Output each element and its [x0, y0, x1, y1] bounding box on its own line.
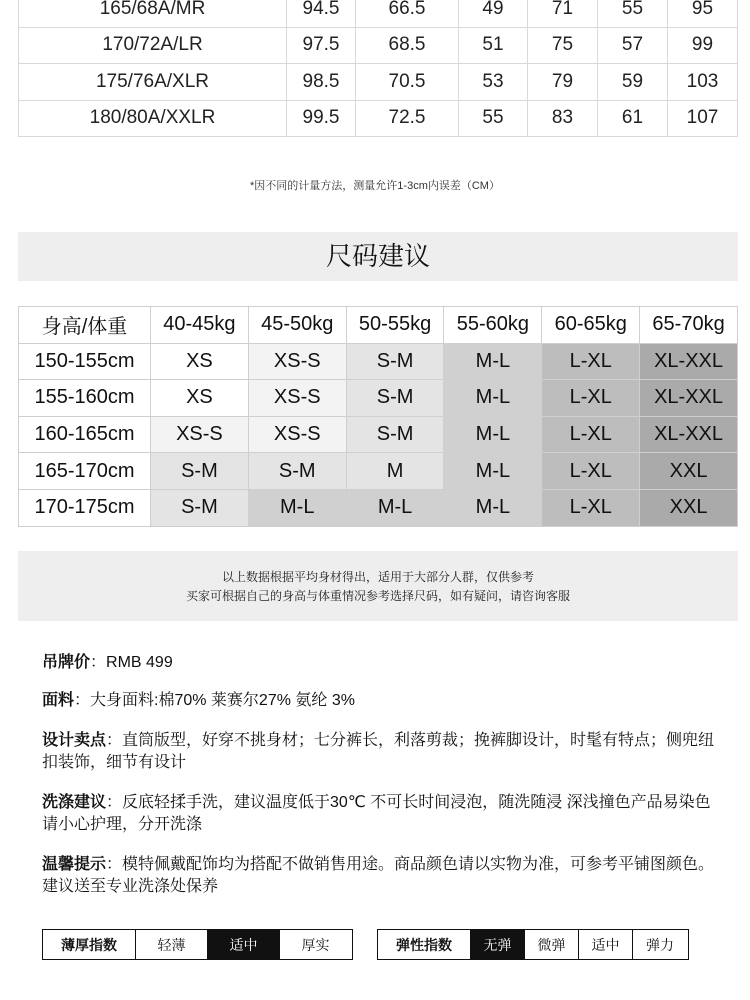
measurement-cell: 98.5 [287, 64, 356, 101]
size-row [19, 380, 738, 417]
header-weight-range: 50-55kg [346, 307, 444, 344]
size-cell: M-L [346, 489, 444, 526]
size-row [19, 343, 738, 380]
size-row [19, 416, 738, 453]
fabric-label: 面料 [42, 692, 75, 709]
size-cell: M-L [248, 489, 346, 526]
height-range-cell: 165-170cm [19, 453, 151, 490]
size-cell: S-M [346, 343, 444, 380]
wash-label: 洗涤建议 [42, 794, 107, 811]
measurement-cell: 79 [528, 64, 598, 101]
size-cell: XL-XXL [640, 380, 738, 417]
size-cell: M-L [444, 343, 542, 380]
measurement-cell: 103 [668, 64, 738, 101]
disclaimer-line-1: 以上数据根据平均身材得出，适用于大部分人群，仅供参考 [221, 570, 534, 584]
wash-value: ：反底轻揉手洗，建议温度低于30℃ 不可长时间浸泡，随洗随浸 深浅撞色产品易染色 请小心护理，分开洗涤 [42, 794, 711, 833]
measurement-cell: 55 [598, 0, 668, 27]
measurement-cell: 57 [598, 27, 668, 64]
header-weight-range: 45-50kg [248, 307, 346, 344]
size-cell: L-XL [542, 453, 640, 490]
price-info [42, 652, 722, 674]
size-cell: S-M [151, 453, 249, 490]
disclaimer-box [18, 551, 738, 621]
size-cell: XS-S [248, 416, 346, 453]
measurement-cell: 99 [668, 27, 738, 64]
size-cell: XS-S [248, 380, 346, 417]
measurement-cell: 59 [598, 64, 668, 101]
measurement-cell: 51 [459, 27, 528, 64]
elasticity_index-option: 适中 [578, 930, 632, 959]
measurement-cell: 66.5 [356, 0, 459, 27]
measurement-table [18, 0, 738, 137]
header-height-weight: 身高/体重 [19, 307, 151, 344]
size-cell: M-L [444, 489, 542, 526]
header-weight-range: 60-65kg [542, 307, 640, 344]
size-row [19, 489, 738, 526]
size-cell: XXL [640, 453, 738, 490]
height-range-cell: 160-165cm [19, 416, 151, 453]
size-cell: L-XL [542, 489, 640, 526]
size-cell: S-M [248, 453, 346, 490]
measurement-cell: 94.5 [287, 0, 356, 27]
measurement-cell: 61 [598, 100, 668, 137]
size-label-cell: 180/80A/XXLR [19, 100, 287, 137]
price-label: 吊牌价 [42, 654, 91, 671]
measurement-cell: 53 [459, 64, 528, 101]
wash-info [42, 792, 722, 836]
size-label-cell: 175/76A/XLR [19, 64, 287, 101]
thickness-index-bar [42, 929, 353, 960]
elasticity_index-option: 微弹 [524, 930, 578, 959]
measurement-cell: 107 [668, 100, 738, 137]
design-value: ：直筒版型，好穿不挑身材；七分裤长，利落剪裁；挽裤脚设计，时髦有特点；侧兜纽扣装饰，细节有设计 [42, 732, 715, 771]
height-range-cell: 155-160cm [19, 380, 151, 417]
header-weight-range: 40-45kg [151, 307, 249, 344]
design-label: 设计卖点 [42, 732, 107, 749]
measurement-row [19, 100, 738, 137]
measurement-cell: 55 [459, 100, 528, 137]
size-cell: XXL [640, 489, 738, 526]
size-cell: M-L [444, 416, 542, 453]
measurement-cell: 49 [459, 0, 528, 27]
size-recommendation-table [18, 306, 738, 527]
height-range-cell: 170-175cm [19, 489, 151, 526]
elasticity_index-label: 弹性指数 [396, 936, 452, 953]
size-cell: S-M [346, 416, 444, 453]
fabric-value: ：大身面料:棉70% 莱赛尔27% 氨纶 3% [74, 692, 355, 709]
size-cell: XL-XXL [640, 416, 738, 453]
header-weight-range: 65-70kg [640, 307, 738, 344]
size-cell: M-L [444, 453, 542, 490]
size-section-title: 尺码建议 [18, 232, 738, 281]
price-value: ：RMB 499 [90, 654, 173, 671]
elasticity_index-option: 无弹 [470, 930, 524, 959]
tips-value: ：模特佩戴配饰均为搭配不做销售用途。商品颜色请以实物为准，可参考平铺图颜色。建议送至专业洗涤处保养 [42, 856, 715, 895]
size-cell: XS [151, 380, 249, 417]
measurement-cell: 72.5 [356, 100, 459, 137]
size-cell: M [346, 453, 444, 490]
measurement-note: *因不同的计量方法，测量允许1-3cm内误差（CM） [250, 180, 500, 192]
measurement-cell: 75 [528, 27, 598, 64]
measurement-row [19, 0, 738, 27]
measurement-cell: 97.5 [287, 27, 356, 64]
size-label-cell: 165/68A/MR [19, 0, 287, 27]
fabric-info [42, 690, 722, 712]
size-cell: L-XL [542, 380, 640, 417]
height-range-cell: 150-155cm [19, 343, 151, 380]
disclaimer-line-2: 买家可根据自己的身高与体重情况参考选择尺码，如有疑问，请咨询客服 [185, 589, 570, 603]
size-cell: L-XL [542, 416, 640, 453]
thickness_index-option: 轻薄 [135, 930, 207, 959]
header-weight-range: 55-60kg [444, 307, 542, 344]
size-label-cell: 170/72A/LR [19, 27, 287, 64]
measurement-cell: 68.5 [356, 27, 459, 64]
measurement-cell: 83 [528, 100, 598, 137]
thickness_index-label: 薄厚指数 [61, 936, 117, 953]
size-cell: XS [151, 343, 249, 380]
size-cell: XS-S [151, 416, 249, 453]
size-row [19, 453, 738, 490]
measurement-row [19, 64, 738, 101]
measurement-cell: 70.5 [356, 64, 459, 101]
size-cell: XS-S [248, 343, 346, 380]
measurement-row [19, 27, 738, 64]
size-cell: S-M [151, 489, 249, 526]
size-cell: L-XL [542, 343, 640, 380]
measurement-cell: 99.5 [287, 100, 356, 137]
size-cell: M-L [444, 380, 542, 417]
size-cell: S-M [346, 380, 444, 417]
measurement-cell: 71 [528, 0, 598, 27]
tips-info [42, 854, 722, 898]
size-cell: XL-XXL [640, 343, 738, 380]
thickness_index-option: 厚实 [279, 930, 351, 959]
elasticity_index-option: 弹力 [632, 930, 687, 959]
design-info [42, 730, 722, 774]
measurement-cell: 95 [668, 0, 738, 27]
thickness_index-option: 适中 [207, 930, 279, 959]
tips-label: 温馨提示 [42, 856, 107, 873]
elasticity-index-bar [377, 929, 689, 960]
